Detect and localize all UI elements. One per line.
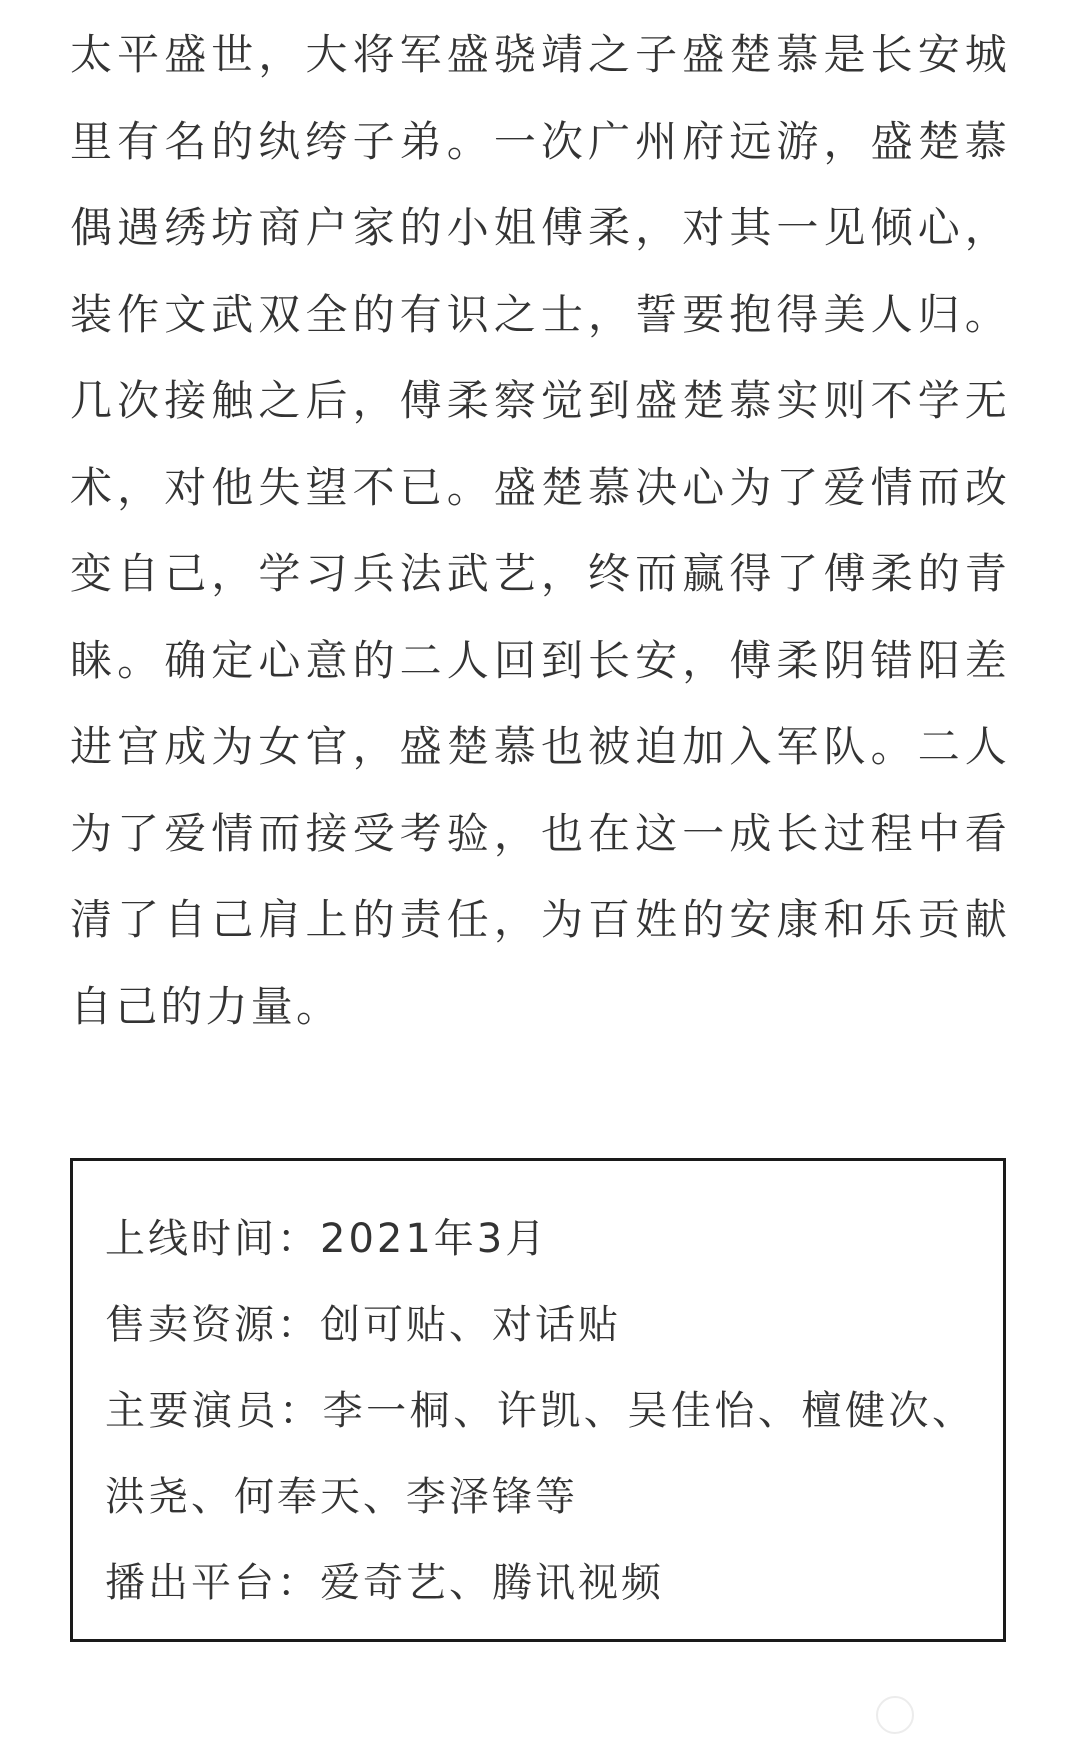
sale-resources-line: 售卖资源：创可贴、对话贴 bbox=[105, 1302, 621, 1348]
synopsis-paragraph: 太平盛世，大将军盛骁靖之子盛楚慕是长安城里有名的纨绔子弟。一次广州府远游，盛楚慕偶遇绣坊商户家的小姐傅柔，对其一见倾心，装作文武双全的有识之士，誓要抱得美人归。几次接触之后，傅柔察觉到盛楚慕实则不学无术，对他失望不已。盛楚慕决心为了爱情而改变自己，学习兵法武艺，终而赢得了傅柔的青睐。确定心意的二人回到长安，傅柔阴错阳差进宫成为女官，盛楚慕也被迫加入军队。二人为了爱情而接受考验，也在这一成长过程中看清了自己肩上的责任，为百姓的安康和乐贡献自己的力量。 bbox=[70, 30, 1010, 1031]
info-box bbox=[70, 1158, 1006, 1642]
platform-line: 播出平台：爱奇艺、腾讯视频 bbox=[105, 1560, 664, 1606]
info-list bbox=[105, 1196, 975, 1626]
main-cast-line: 主要演员：李一桐、许凯、吴佳怡、檀健次、洪尧、何奉天、李泽锋等 bbox=[105, 1388, 975, 1520]
release-time-line: 上线时间：2021年3月 bbox=[105, 1216, 549, 1262]
circle-watermark-icon bbox=[876, 1696, 914, 1734]
article-body bbox=[70, 12, 1010, 1050]
